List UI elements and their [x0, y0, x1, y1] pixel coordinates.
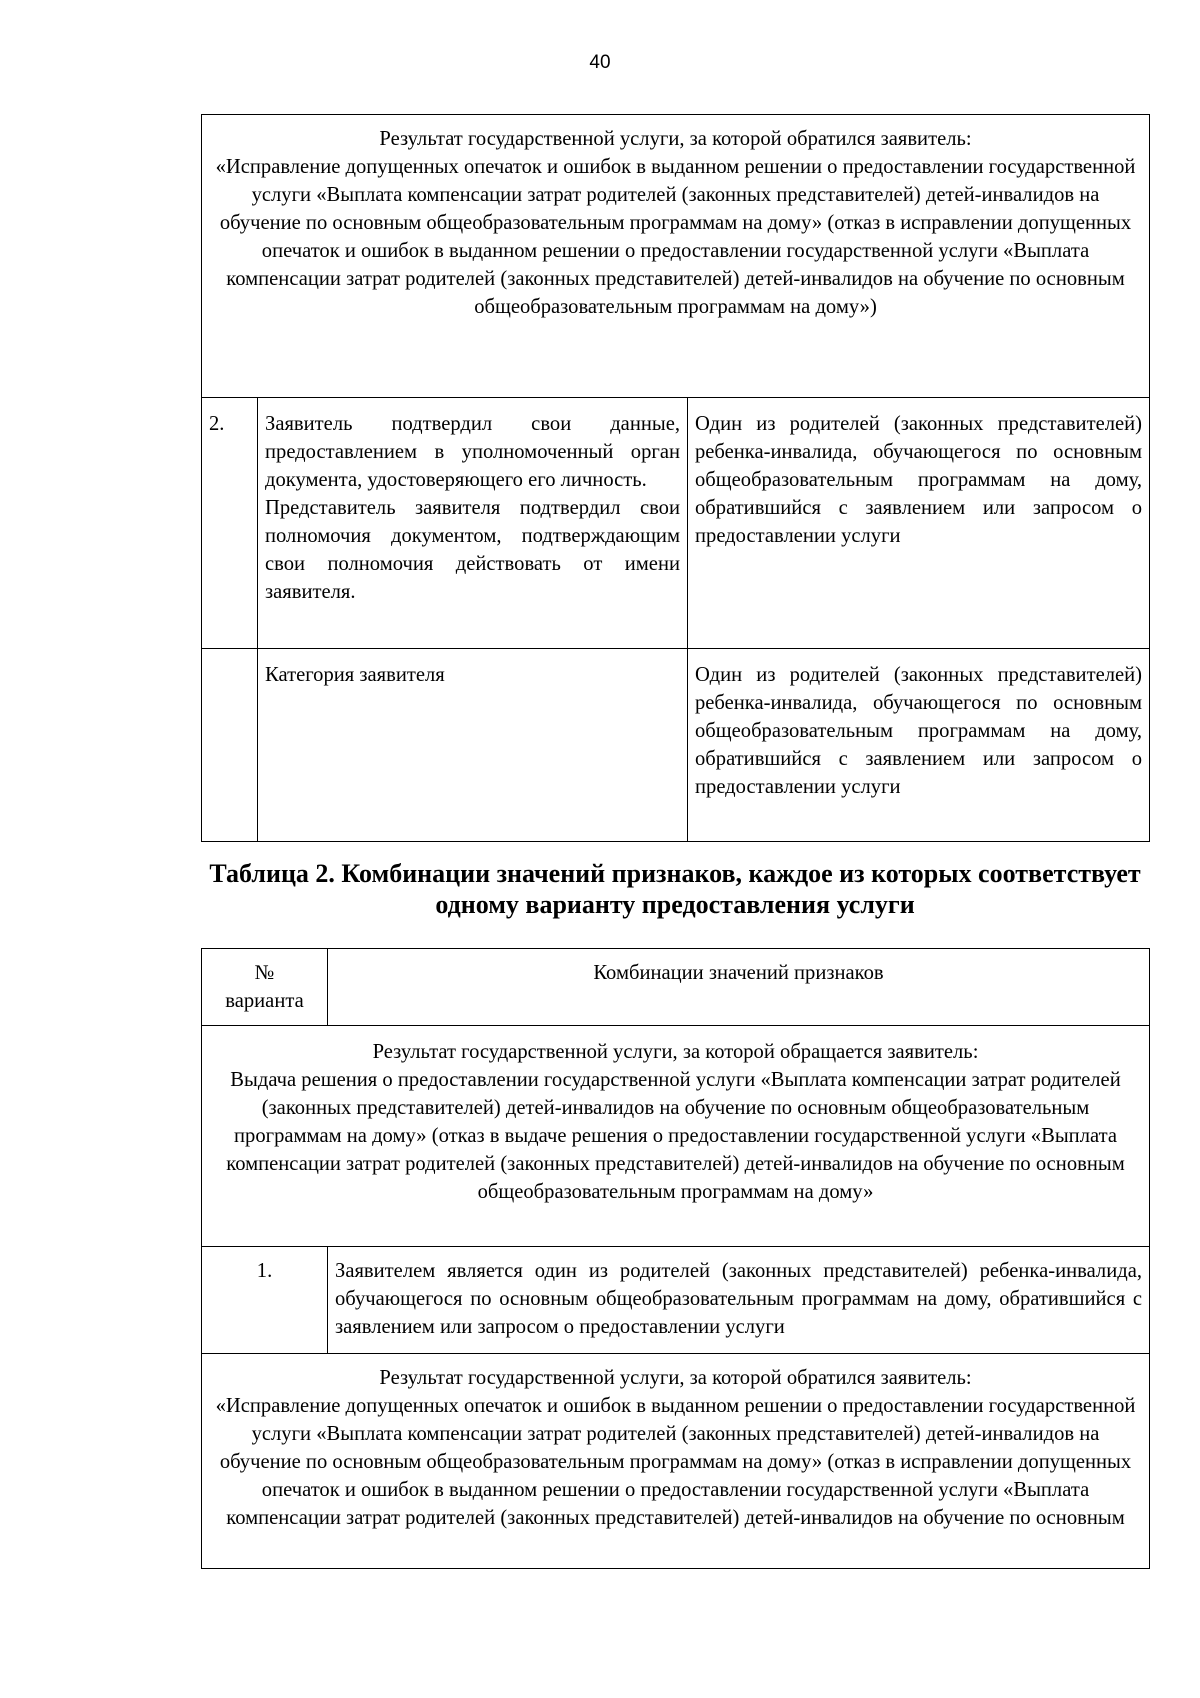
criterion-cell: Заявитель подтвердил свои данные, предоставлением в уполномоченный орган документа, удостоверяющего его личность. Представитель заявителя подтвердил свои полномочия документом, подтверждающим свои полномочия действовать от имени заявителя.	[258, 398, 688, 649]
value-cell: Один из родителей (законных представителей) ребенка-инвалида, обучающегося по основным общеобразовательным программам на дому, обратившийся с заявлением или запросом о предоставлении услуги	[688, 649, 1150, 842]
result-section-cell: Результат государственной услуги, за которой обращается заявитель: Выдача решения о предоставлении государственной услуги «Выплата компенсации затрат родителей (законных представителей) детей-инвалидов на обучение по основным общеобразовательным программам на дому» (отказ в выдаче решения о предоставлении государственной услуги «Выплата компенсации затрат родителей (законных представителей) детей-инвалидов на обучение по основным общеобразовательным программам на дому»	[202, 1026, 1150, 1247]
combination-cell: Заявителем является один из родителей (законных представителей) ребенка-инвалида, обучающегося по основным общеобразовательным программам на дому, обратившийся с заявлением или запросом о предоставлении услуги	[328, 1247, 1150, 1354]
table-2-title: Таблица 2. Комбинации значений признаков, каждое из которых соответствует одному варианту предоставления услуги	[209, 859, 1141, 919]
table-row	[202, 1247, 1150, 1354]
variants-combinations-table	[201, 948, 1150, 1569]
value-cell: Один из родителей (законных представителей) ребенка-инвалида, обучающегося по основным общеобразовательным программам на дому, обратившийся с заявлением или запросом о предоставлении услуги	[688, 398, 1150, 649]
table-section-header	[202, 1354, 1150, 1569]
column-header-variant-number: № варианта	[202, 949, 328, 1026]
row-number	[202, 649, 258, 842]
result-header-cell: Результат государственной услуги, за которой обратился заявитель: «Исправление допущенных опечаток и ошибок в выданном решении о предоставлении государственной услуги «Выплата компенсации затрат родителей (законных представителей) детей-инвалидов на обучение по основным общеобразовательным программам на дому» (отказ в исправлении допущенных опечаток и ошибок в выданном решении о предоставлении государственной услуги «Выплата компенсации затрат родителей (законных представителей) детей-инвалидов на обучение по основным общеобразовательным программам на дому»)	[202, 115, 1150, 398]
table-section-header	[202, 1026, 1150, 1247]
result-section-cell: Результат государственной услуги, за которой обратился заявитель: «Исправление допущенных опечаток и ошибок в выданном решении о предоставлении государственной услуги «Выплата компенсации затрат родителей (законных представителей) детей-инвалидов на обучение по основным общеобразовательным программам на дому» (отказ в исправлении допущенных опечаток и ошибок в выданном решении о предоставлении государственной услуги «Выплата компенсации затрат родителей (законных представителей) детей-инвалидов на обучение по основным	[202, 1354, 1150, 1569]
table-row	[202, 649, 1150, 842]
variant-table-continued	[201, 114, 1150, 842]
criterion-cell: Категория заявителя	[258, 649, 688, 842]
row-number: 2.	[202, 398, 258, 649]
table-row	[202, 398, 1150, 649]
variant-number: 1.	[202, 1247, 328, 1354]
column-header-combinations: Комбинации значений признаков	[328, 949, 1150, 1026]
table-header-row	[202, 949, 1150, 1026]
page-number: 40	[589, 52, 611, 73]
table-section-header	[202, 115, 1150, 398]
